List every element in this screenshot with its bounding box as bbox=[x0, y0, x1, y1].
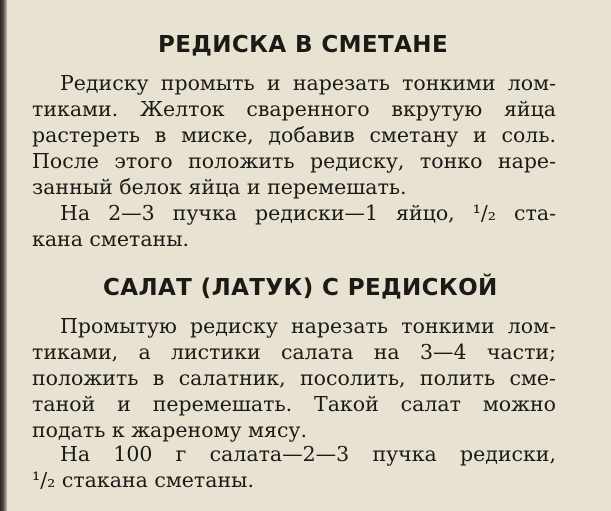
text-line: подать к жареному мясу. bbox=[32, 418, 307, 442]
text-line: После этого положить редиску, тонко наре- bbox=[32, 149, 556, 173]
text-line: положить в салатник, посолить, полить сме- bbox=[32, 366, 556, 390]
text-line: На 2—3 пучка редиски—1 яйцо, ¹/₂ ста- bbox=[60, 201, 556, 225]
text-line: кана сметаны. bbox=[32, 227, 190, 251]
text-line: Редиску промыть и нарезать тонкими лом- bbox=[60, 71, 556, 95]
text-line: растереть в миске, добавив сметану и соль. bbox=[32, 123, 556, 147]
text-line: таной и перемешать. Такой салат можно bbox=[32, 392, 556, 416]
recipe-title-radish-sour-cream: РЕДИСКА В СМЕТАНЕ bbox=[158, 32, 449, 58]
text-line: На 100 г салата—2—3 пучка редиски, bbox=[60, 442, 556, 466]
text-line: ¹/₂ стакана сметаны. bbox=[32, 468, 254, 492]
text-line: тиками. Желток сваренного вкрутую яйца bbox=[32, 97, 556, 121]
text-line: тиками, а листики салата на 3—4 части; bbox=[32, 340, 556, 364]
text-line: занный белок яйца и перемешать. bbox=[32, 175, 407, 199]
recipe-title-lettuce-radish-salad: САЛАТ (ЛАТУК) С РЕДИСКОЙ bbox=[103, 275, 498, 301]
text-line: Промытую редиску нарезать тонкими лом- bbox=[60, 314, 556, 338]
